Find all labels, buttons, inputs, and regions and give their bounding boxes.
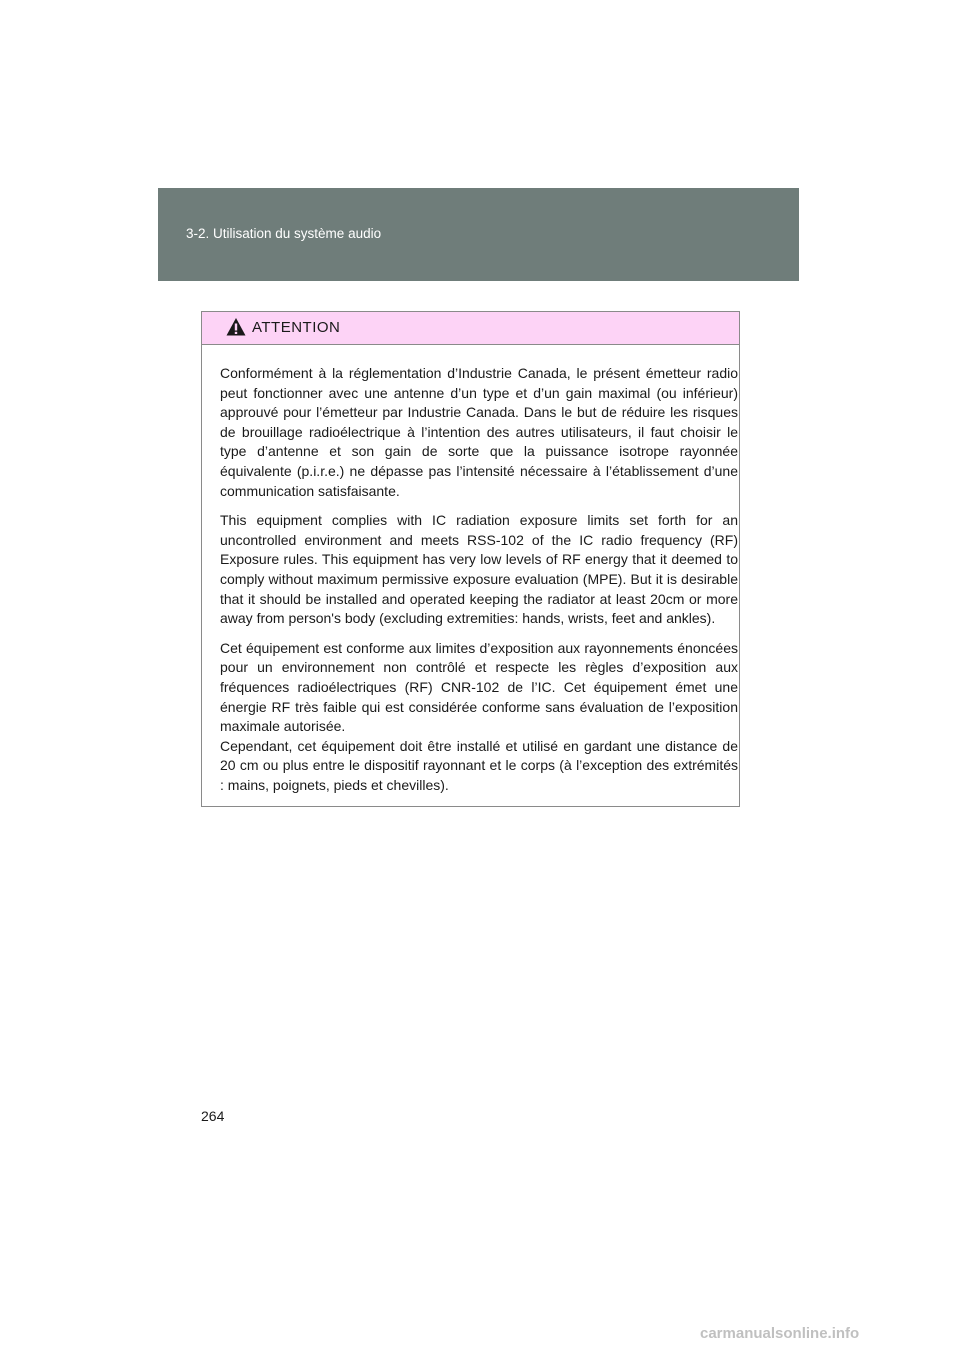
section-header-band [158,188,799,281]
warning-header [202,312,739,345]
warning-title: ATTENTION [252,319,341,336]
warning-paragraph-en-exposure: This equipment complies with IC radiation exposure limits set forth for an uncontrolled environment and meets RSS-102 of the IC radio frequency (RF) Exposure rules. This equipment has very low levels of RF energy that it deemed to comply without maximum permissive exposure evaluation (MPE). But it is desirable that it should be installed and operated keeping the radiator at least 20cm or more away from person's body (excluding extremities: hands, wrists, feet and ankles). [220,512,738,627]
warning-paragraph-fr-antenna: Conformément à la réglementation d’Industrie Canada, le présent émetteur radio peut fonctionner avec une antenne d’un type et d’un gain maximal (ou inférieur) approuvé pour l’émetteur par Industrie Canada. Dans le but de réduire les risques de brouillage radioélectrique à l’intention des autres utilisateurs, il faut choisir le type d’antenne et son gain de sorte que la puissance isotrope rayonnée équivalente (p.i.r.e.) ne dépasse pas l’intensité nécessaire à l’établissement d’une communication satisfaisante. [220,365,738,499]
warning-paragraph-fr-exposure: Cet équipement est conforme aux limites d’exposition aux rayonnements énoncées pour un environnement non contrôlé et respecte les règles d’exposition aux fréquences radioélectriques (RF) CNR-102 de l’IC. Cet équipement émet une énergie RF très faible qui est considérée conforme sans évaluation de l’exposition maximale autorisée. [220,639,738,735]
warning-box [201,311,740,807]
page-number: 264 [201,1108,225,1124]
section-title: 3-2. Utilisation du système audio [186,226,382,241]
warning-paragraph-fr-distance: Cependant, cet équipement doit être installé et utilisé en gardant une distance de 20 cm ou plus entre le dispositif rayonnant et le corps (à l’exception des extrémités : mains, poignets, pieds et chevilles). [220,737,738,793]
watermark: carmanualsonline.info [700,1325,860,1342]
warning-body [202,345,739,795]
warning-triangle-icon [226,317,246,337]
